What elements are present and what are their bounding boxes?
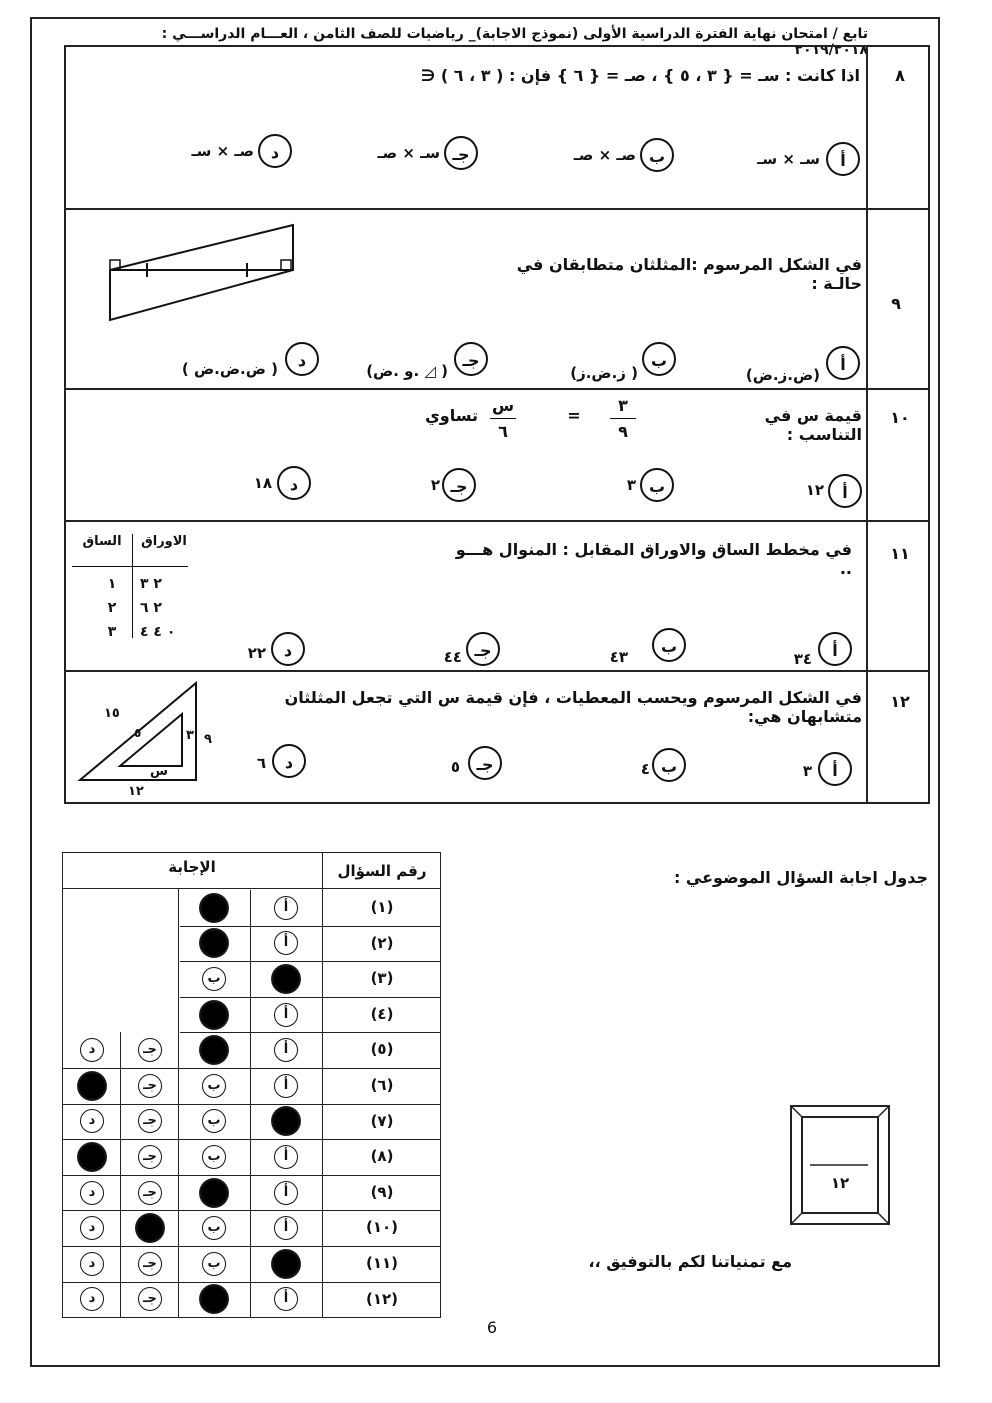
answer-cell-divider (178, 1104, 179, 1140)
answer-bubble[interactable]: جـ (138, 1252, 162, 1276)
answer-table-header-rule (62, 888, 441, 889)
row-divider-8 (64, 208, 930, 210)
answer-bubble[interactable]: ب (202, 1252, 226, 1276)
page-header: تابع / امتحان نهاية الفترة الدراسية الأولى (نموذج الاجابة)_ رياضيات للصف الثامن ، العـــام الدراســـي : ٢٠١٩/٢٠١٨ (161, 26, 868, 58)
stem-leaf-vline (132, 534, 133, 638)
answer-bubble[interactable]: ب (202, 1109, 226, 1133)
empty-cell-divider (178, 888, 179, 1032)
q8-option-a[interactable] (826, 142, 860, 176)
q8-option-d-text: صـ × سـ (191, 142, 254, 160)
q11-option-a-text: ٣٤ (793, 650, 812, 668)
answer-row-question-number: (٥) (370, 1040, 394, 1059)
answer-bubble[interactable]: جـ (138, 1074, 162, 1098)
question-text-11: في مخطط الساق والاوراق المقابل : المنوال هـــو .. (455, 540, 852, 578)
option-letter: جـ (444, 136, 478, 170)
answer-cell-divider (120, 1032, 121, 1068)
q10-option-a-text: ١٢ (805, 481, 824, 499)
answer-row-rule (62, 1068, 441, 1069)
answer-cell-divider (120, 1175, 121, 1211)
figure-label-5: ٥ (134, 726, 142, 740)
answer-cell-divider (120, 1068, 121, 1104)
answer-bubble[interactable]: د (80, 1216, 104, 1240)
leaf-values: ٠ ٤ ٤ (140, 624, 176, 640)
q10-option-a[interactable] (828, 474, 862, 508)
answer-cell-divider (178, 1032, 179, 1068)
answer-row-rule (180, 997, 441, 998)
q10-option-c[interactable] (442, 468, 476, 502)
q10-option-b[interactable] (640, 468, 674, 502)
answer-cell-divider (120, 1139, 121, 1175)
answer-row-question-number: (١) (370, 898, 394, 916)
row-divider-9 (64, 388, 930, 390)
q12-option-c-text: ٥ (450, 758, 460, 776)
stem-value: ١ (107, 576, 117, 592)
answer-bubble[interactable]: أ (274, 1074, 298, 1098)
answer-bubble[interactable]: أ (274, 1216, 298, 1240)
q11-option-b[interactable] (652, 628, 686, 662)
answer-bubble[interactable]: جـ (138, 1181, 162, 1205)
answer-cell-divider (250, 1210, 251, 1246)
answer-bubble-filled[interactable] (199, 1035, 229, 1065)
q8-option-d[interactable] (258, 134, 292, 168)
q12-option-b[interactable] (652, 748, 686, 782)
q12-option-a-text: ٣ (802, 762, 812, 780)
score-value: ١٢ (830, 1174, 850, 1192)
answer-bubble[interactable]: أ (274, 1287, 298, 1311)
option-letter: أ (818, 752, 852, 786)
score-box (790, 1105, 890, 1225)
answer-row-question-number: (٧) (370, 1111, 394, 1130)
number-column-divider (866, 45, 868, 804)
q11-option-b-text: ٤٣ (609, 648, 628, 666)
figure-label-3: ٣ (186, 728, 194, 743)
answer-row-question-number: (٦) (370, 1076, 394, 1094)
question-text-8: اذا كانت : سـ = { ٣ ، ٥ } ، صـ = { ٦ } فإن : ( ٣ ، ٦ ) ∈ (420, 66, 860, 85)
q10-option-c-text: ٢ (430, 476, 440, 494)
answer-bubble-filled[interactable] (77, 1071, 107, 1101)
answer-bubble[interactable]: ب (202, 967, 226, 991)
option-letter: ب (640, 468, 674, 502)
answer-row-rule (62, 1210, 441, 1211)
q9-option-d-text: ( ض.ض.ض ) (181, 360, 278, 378)
question-text-10-end: تساوي (425, 406, 478, 425)
option-letter: د (285, 342, 319, 376)
answer-cell-divider (250, 1282, 251, 1318)
q9-option-a-text: (ض.ز.ض) (745, 366, 820, 384)
option-letter: ب (652, 748, 686, 782)
closing-text: مع تمنياتنا لكم بالتوفيق ،، (588, 1252, 792, 1271)
option-letter: د (272, 744, 306, 778)
q8-option-b-text: صـ × صـ (573, 146, 636, 164)
answer-cell-divider (178, 1210, 179, 1246)
option-letter: ب (640, 138, 674, 172)
answer-row-rule (180, 926, 441, 927)
option-letter: د (271, 632, 305, 666)
option-letter: د (258, 134, 292, 168)
row-divider-10 (64, 520, 930, 522)
answer-bubble[interactable]: أ (274, 931, 298, 955)
q12-option-d-text: ٦ (256, 754, 266, 772)
answer-bubble-filled[interactable] (77, 1142, 107, 1172)
answer-row-question-number: (١١) (365, 1254, 399, 1272)
stem-leaf-hline (72, 566, 188, 567)
answer-bubble[interactable]: د (80, 1252, 104, 1276)
q12-option-d[interactable] (272, 744, 306, 778)
q9-option-a[interactable] (826, 346, 860, 380)
answer-bubble-filled[interactable] (199, 1000, 229, 1030)
answer-cell-divider (250, 1068, 251, 1104)
option-letter: ب (652, 628, 686, 662)
question-number-8: ٨ (895, 66, 905, 85)
answer-cell-divider (178, 1068, 179, 1104)
answer-row-rule (180, 1032, 441, 1033)
question-number-10: ١٠ (890, 408, 910, 427)
answer-table-header-question: رقم السؤال (337, 862, 427, 880)
answer-row-rule (180, 961, 441, 962)
answer-row-rule (62, 1139, 441, 1140)
option-letter: أ (826, 346, 860, 380)
answer-row-question-number: (٣) (370, 969, 394, 988)
answer-bubble[interactable]: ب (202, 1216, 226, 1240)
q8-option-c[interactable] (444, 136, 478, 170)
row-divider-11 (64, 670, 930, 672)
answer-cell-divider (178, 1139, 179, 1175)
q10-option-d-text: ١٨ (253, 474, 272, 492)
figure-label-x: س (150, 764, 168, 779)
answer-row-rule (62, 1246, 441, 1247)
figure-label-9: ٩ (204, 732, 212, 747)
q9-option-b[interactable] (642, 342, 676, 376)
q11-option-d[interactable] (271, 632, 305, 666)
q9-option-c[interactable] (454, 342, 488, 376)
answer-cell-divider (120, 1210, 121, 1246)
answer-row-question-number: (٢) (370, 933, 394, 952)
page-number: 6 (486, 1318, 498, 1337)
answer-cell-divider (178, 1175, 179, 1211)
q9-option-b-text: ( ز.ض.ز) (570, 364, 638, 382)
answer-bubble[interactable]: جـ (138, 1145, 162, 1169)
answer-cell-divider (250, 1175, 251, 1211)
answer-bubble-filled[interactable] (135, 1213, 165, 1243)
answer-cell-divider (250, 1139, 251, 1175)
q9-option-d[interactable] (285, 342, 319, 376)
q11-option-d-text: ٢٢ (247, 644, 266, 662)
answer-row-rule (62, 1104, 441, 1105)
answer-bubble[interactable]: جـ (138, 1038, 162, 1062)
q8-option-c-text: سـ × صـ (377, 144, 440, 162)
q11-option-a[interactable] (818, 632, 852, 666)
answer-cell-divider (120, 1104, 121, 1140)
answer-row-rule (62, 1282, 441, 1283)
option-letter: د (277, 466, 311, 500)
answer-cell-divider (250, 926, 251, 962)
answer-row-question-number: (١٢) (365, 1289, 399, 1308)
answer-bubble[interactable]: جـ (138, 1109, 162, 1133)
question-number-9: ٩ (891, 294, 901, 313)
q11-option-c[interactable] (466, 632, 500, 666)
q11-option-c-text: ٤٤ (443, 648, 462, 666)
answer-cell-divider (120, 1246, 121, 1282)
answer-bubble[interactable]: ب (202, 1145, 226, 1169)
answer-row-question-number: (٨) (370, 1147, 394, 1166)
answer-cell-divider (120, 1282, 121, 1318)
figure-label-15: ١٥ (104, 706, 120, 721)
answer-bubble[interactable]: د (80, 1287, 104, 1311)
answer-cell-divider (250, 997, 251, 1033)
question-text-10: قيمة س في التناسب : (764, 406, 862, 444)
option-letter: جـ (454, 342, 488, 376)
option-letter: جـ (466, 632, 500, 666)
answer-cell-divider (178, 1246, 179, 1282)
answer-table-col-divider (322, 852, 323, 1318)
q12-option-c[interactable] (468, 746, 502, 780)
question-text-12: في الشكل المرسوم ويحسب المعطيات ، فإن قيمة س التي تجعل المثلثان متشابهان هي: (284, 688, 862, 726)
congruent-triangles-figure (105, 220, 300, 325)
answer-cell-divider (250, 1104, 251, 1140)
answer-bubble-filled[interactable] (199, 1178, 229, 1208)
fraction2-denominator: ٦ (498, 422, 508, 441)
answer-cell-divider (178, 1282, 179, 1318)
answer-cell-divider (250, 961, 251, 997)
answer-bubble[interactable]: د (80, 1109, 104, 1133)
answer-bubble[interactable]: أ (274, 1145, 298, 1169)
option-letter: ب (642, 342, 676, 376)
q8-option-a-text: سـ × سـ (757, 150, 820, 168)
q8-option-b[interactable] (640, 138, 674, 172)
leaf-values: ٢ ٦ (140, 600, 162, 616)
option-letter: جـ (442, 468, 476, 502)
fraction1-bar (610, 418, 636, 419)
question-text-9: في الشكل المرسوم :المثلثان متطابقان في حالـة : (516, 255, 862, 293)
answer-bubble[interactable]: أ (274, 1038, 298, 1062)
q12-option-a[interactable] (818, 752, 852, 786)
option-letter: أ (826, 142, 860, 176)
answer-row-question-number: (٩) (370, 1182, 394, 1201)
answer-bubble[interactable]: أ (274, 1003, 298, 1027)
option-letter: جـ (468, 746, 502, 780)
leaf-values: ٢ ٣ (140, 576, 162, 592)
answer-bubble-filled[interactable] (271, 964, 301, 994)
answer-row-rule (62, 1175, 441, 1176)
answer-table-header-answer: الإجابة (168, 858, 216, 876)
answer-cell-divider (250, 1246, 251, 1282)
fraction2-bar (490, 418, 516, 419)
option-letter: أ (818, 632, 852, 666)
figure-label-12: ١٢ (128, 784, 144, 799)
equals-sign: = (567, 406, 581, 425)
stem-value: ٢ (107, 600, 117, 616)
answer-cell-divider (250, 890, 251, 926)
answer-bubble[interactable]: د (80, 1038, 104, 1062)
answer-bubble-filled[interactable] (271, 1249, 301, 1279)
q10-option-d[interactable] (277, 466, 311, 500)
answer-bubble[interactable]: أ (274, 896, 298, 920)
answer-row-question-number: (٤) (370, 1004, 394, 1023)
answer-bubble[interactable]: أ (274, 1181, 298, 1205)
question-number-12: ١٢ (890, 692, 910, 711)
fraction2-numerator: س (491, 396, 515, 415)
stem-value: ٣ (107, 624, 117, 640)
question-number-11: ١١ (890, 544, 910, 563)
stem-leaf-header-leaves: الاوراق (141, 534, 187, 549)
answer-bubble[interactable]: ب (202, 1074, 226, 1098)
answer-bubble[interactable]: جـ (138, 1287, 162, 1311)
q12-option-b-text: ٤ (640, 760, 650, 778)
option-letter: أ (828, 474, 862, 508)
answer-row-question-number: (١٠) (365, 1218, 399, 1237)
fraction1-numerator: ٣ (618, 396, 628, 415)
stem-leaf-header-stem: الساق (82, 534, 122, 549)
answer-bubble-filled[interactable] (199, 893, 229, 923)
q10-option-b-text: ٣ (626, 476, 636, 494)
answer-table-title: جدول اجابة السؤال الموضوعي : (673, 868, 928, 887)
answer-bubble[interactable]: د (80, 1181, 104, 1205)
fraction1-denominator: ٩ (618, 422, 628, 441)
q9-option-c-text: ( ◿ .و .ض) (366, 362, 448, 380)
answer-cell-divider (250, 1032, 251, 1068)
